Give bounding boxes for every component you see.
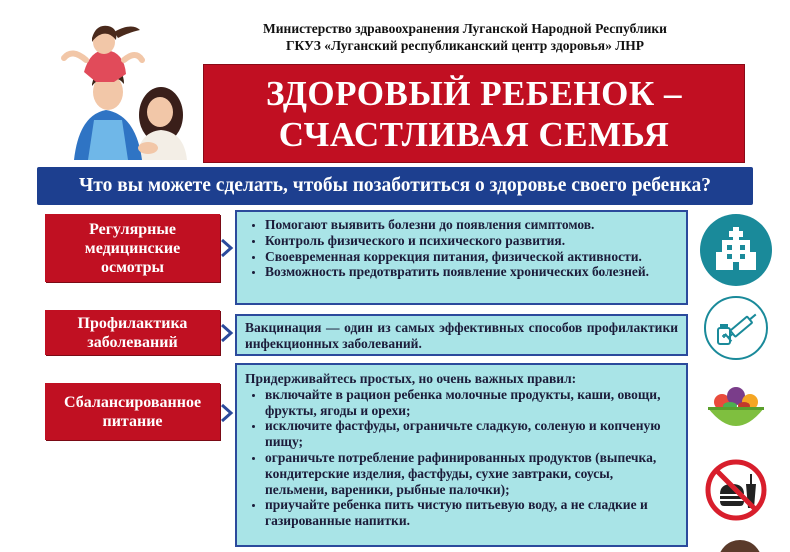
list-item: • приучайте ребенка пить чистую питьевую воду, а не сладкие и газированные напитки. — [265, 497, 678, 529]
vaccine-syringe-icon — [704, 296, 768, 360]
list-item: • включайте в рацион ребенка молочные продукты, каши, овощи, фрукты, ягоды и орехи; — [265, 387, 678, 419]
chevron-right-icon — [220, 238, 234, 258]
chevron-right-icon — [220, 323, 234, 343]
title-line-1: ЗДОРОВЫЙ РЕБЕНОК – — [265, 73, 682, 113]
prevention-text: Вакцинация — один из самых эффективных способов профилактики инфекционных заболеваний. — [245, 320, 678, 351]
nutrition-box — [235, 363, 688, 547]
chevron-right-icon — [220, 403, 234, 423]
checkups-list — [237, 217, 678, 280]
list-item: • исключите фастфуды, ограничьте сладкую, соленую и копченую пищу; — [265, 418, 678, 450]
family-illustration — [44, 20, 194, 160]
question-bar: Что вы можете сделать, чтобы позаботиться о здоровье своего ребенка? — [37, 167, 753, 205]
nutrition-list — [237, 387, 678, 529]
header-center: ГКУЗ «Луганский республиканский центр здоровья» ЛНР — [285, 38, 645, 53]
list-item: • Возможность предотвратить появление хронических болезней. — [265, 264, 678, 280]
header-ministry: Министерство здравоохранения Луганской Народной Республики — [263, 21, 667, 36]
list-item: • ограничьте потребление рафинированных продуктов (выпечка, кондитерские изделия, фастфуды, сухие завтраки, соусы, пельмени, вареники, рыбные палочки); — [265, 450, 678, 497]
checkups-box — [235, 210, 688, 305]
partial-icon-bottom — [718, 540, 762, 552]
header — [205, 20, 725, 54]
label-prevention: Профилактика заболеваний — [45, 310, 220, 355]
title-line-2: СЧАСТЛИВАЯ СЕМЬЯ — [278, 114, 670, 154]
list-item: • Помогают выявить болезни до появления симптомов. — [265, 217, 678, 233]
healthy-food-bowl-icon — [702, 372, 770, 440]
list-item: • Своевременная коррекция питания, физической активности. — [265, 249, 678, 265]
hospital-icon — [700, 214, 772, 286]
label-nutrition: Сбалансированное питание — [45, 383, 220, 440]
label-checkups: Регулярные медицинские осмотры — [45, 214, 220, 282]
list-item: • Контроль физического и психического развития. — [265, 233, 678, 249]
no-fastfood-icon — [704, 458, 768, 522]
nutrition-intro: Придерживайтесь простых, но очень важных правил: — [245, 371, 577, 386]
title-banner — [203, 64, 745, 163]
prevention-box — [235, 314, 688, 356]
